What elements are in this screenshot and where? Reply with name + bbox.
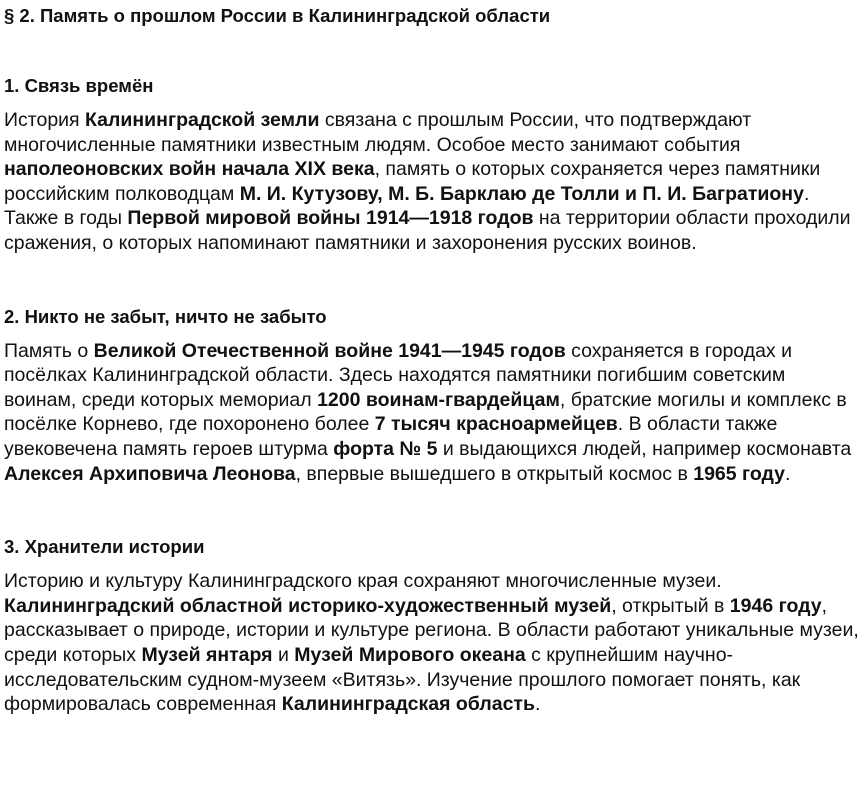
bold-term: форта № 5: [333, 437, 438, 460]
section-connection-of-times: [4, 74, 860, 256]
section-paragraph: [4, 108, 860, 256]
bold-term: наполеоновских войн начала XIX века: [4, 158, 375, 181]
text-run: , память о которых сохраняется через памятники российским полководцам: [4, 158, 821, 205]
bold-term: Алексея Архиповича Леонова: [4, 462, 296, 485]
text-run: . Также в годы: [4, 182, 810, 230]
bold-term: М. И. Кутузову, М. Б. Барклаю де Толли и П. И. Багратиону: [239, 182, 804, 205]
bold-term: Музей янтаря: [141, 643, 273, 666]
bold-term: Первой мировой войны 1914—1918 годов: [127, 207, 534, 230]
text-run: и: [272, 643, 295, 666]
text-run: , рассказывает о природе, истории и культуре региона. В области работают уникальные музеи, среди которых: [4, 594, 859, 666]
text-run: , открытый в: [611, 594, 730, 617]
bold-term: 1965 году: [693, 462, 786, 485]
text-run: , братские могилы и комплекс в посёлке Корнево, где похоронено более: [4, 388, 847, 436]
section-paragraph: [4, 339, 860, 487]
section-nobody-forgotten: [4, 305, 860, 487]
bold-term: 1200 воинам-гвардейцам: [317, 388, 560, 411]
text-run: Память о: [4, 339, 94, 362]
text-run: сохраняется в городах и посёлках Калининградской области. Здесь находятся памятники погибшим советским воинам, среди которых мемориал: [4, 339, 792, 411]
bold-term: Калининградский областной историко-художественный музей: [4, 594, 612, 617]
section-heading: 2. Никто не забыт, ничто не забыто: [4, 305, 327, 327]
bold-term: Калининградская область: [281, 693, 535, 716]
text-run: .: [534, 693, 541, 716]
text-run: , впервые вышедшего в открытый космос в: [295, 462, 694, 485]
text-run: связана с прошлым России, что подтверждают многочисленные памятники известным людям. Особое место занимают события: [4, 109, 752, 156]
section-heading: 3. Хранители истории: [4, 536, 205, 558]
section-paragraph: [4, 569, 860, 717]
text-run: на территории области проходили сражения, о которых напоминают памятники и захоронения русских воинов.: [4, 207, 851, 254]
text-run: Историю и культуру Калининградского края сохраняют многочисленные музеи.: [4, 570, 722, 593]
text-run: с крупнейшим научно-исследовательским судном-музеем «Витязь». Изучение прошлого помогает понять, как формировалась современная: [4, 643, 801, 716]
section-heading: 1. Связь времён: [4, 75, 154, 96]
bold-term: 7 тысяч красноармейцев: [374, 413, 618, 436]
text-run: . В области также увековечена память героев штурма: [4, 413, 778, 460]
bold-term: Великой Отечественной войне 1941—1945 годов: [93, 339, 566, 362]
bold-term: Музей Мирового океана: [294, 643, 526, 666]
text-run: .: [785, 462, 791, 485]
bold-term: 1946 году: [729, 594, 822, 617]
section-keepers-of-history: [4, 535, 860, 717]
page-title: § 2. Память о прошлом России в Калининградской области: [4, 5, 551, 26]
text-run: История: [4, 109, 86, 131]
text-run: и выдающихся людей, например космонавта: [437, 437, 852, 460]
bold-term: Калининградской земли: [85, 109, 320, 131]
